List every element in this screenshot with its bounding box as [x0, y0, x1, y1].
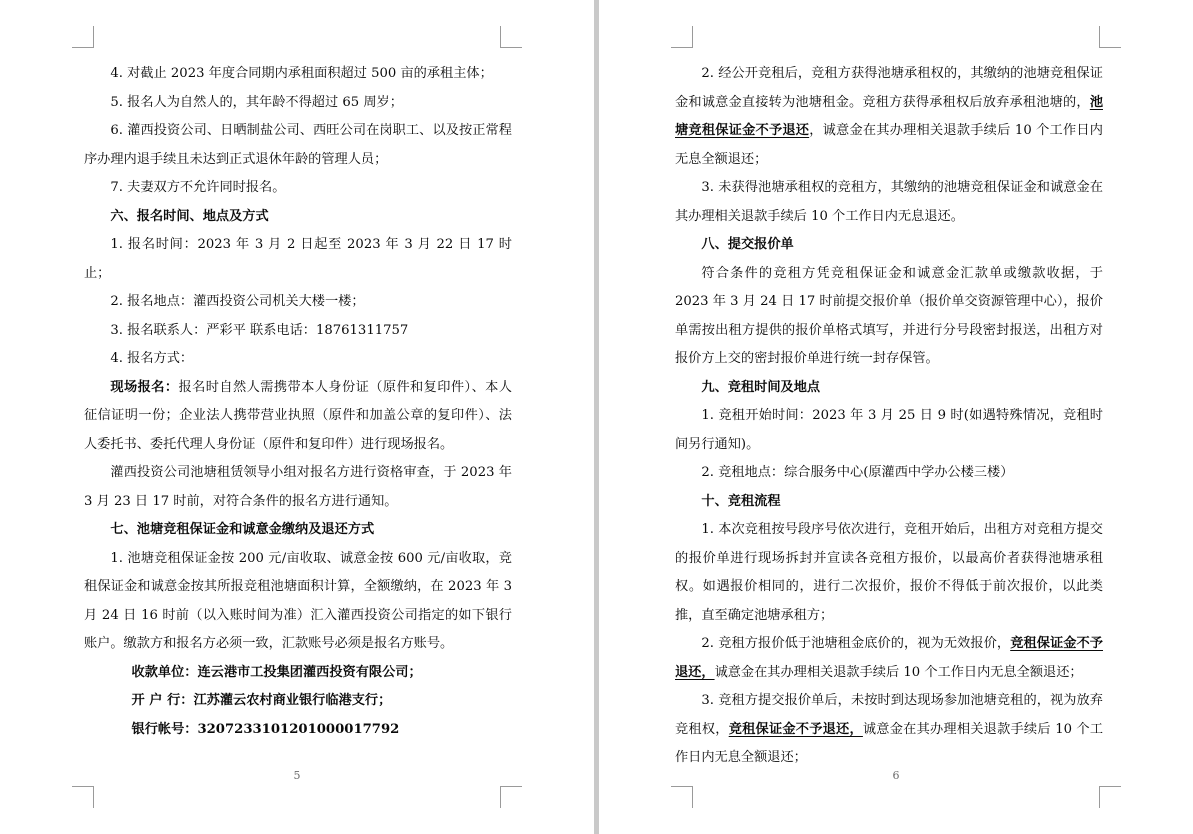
paragraph: 1. 报名时间：2023 年 3 月 2 日起至 2023 年 3 月 22 日 17 时止； [84, 237, 512, 281]
page-number: 6 [892, 769, 900, 782]
paragraph: 3. 未获得池塘承租权的竞租方，其缴纳的池塘竞租保证金和诚意金在其办理相关退款手续后 10 个工作日内无息退还。 [675, 180, 1103, 224]
paragraph: 1. 池塘竞租保证金按 200 元/亩收取、诚意金按 600 元/亩收取，竞租保证金和诚意金按其所报竞租池塘面积计算，全额缴纳，在 2023 年 3 月 24 日 16 时前（以入账时间为准）汇入灌西投资公司指定的如下银行账户。缴款方和报名方必须一致，汇款账号必须是报名方账号。 [84, 550, 512, 651]
paragraph: 3. 报名联系人：严彩平 联系电话：18761311757 [110, 322, 409, 338]
paragraph-part-b: 诚意金在其办理相关退款手续后 10 个工作日内无息全额退还； [714, 664, 1083, 680]
paragraph-part-b: 诚意金在其办理相关退款手续后 10 个工作日内无息全额退还； [675, 721, 1104, 765]
paragraph: 1. 本次竞租按号段序号依次进行，竞租开始后，出租方对竞租方提交的报价单进行现场拆封并宣读各竞租方报价，以最高价者获得池塘承租权。如遇报价相同的，进行二次报价，报价不得低于前次报价，以此类推，直至确定池塘承租方； [675, 522, 1103, 623]
emphasis-deposit-non-refund: 竞租保证金不予退还， [675, 636, 1103, 680]
crop-mark-bottom-right [500, 786, 522, 808]
paragraph-part-b: ，诚意金在其办理相关退款手续后 10 个工作日内无息全额退还； [675, 123, 1103, 167]
section-heading-10: 十、竞租流程 [701, 493, 781, 509]
crop-mark-bottom-right [1099, 786, 1121, 808]
paragraph-deposit-transfer [675, 60, 1103, 174]
document-page-6 [599, 0, 1193, 834]
crop-mark-bottom-left [671, 786, 693, 808]
section-heading-9: 九、竞租时间及地点 [701, 379, 821, 395]
section-heading-7: 七、池塘竞租保证金和诚意金缴纳及退还方式 [110, 522, 375, 537]
section-heading-6: 六、报名时间、地点及方式 [110, 208, 269, 224]
paragraph-invalid-bid [675, 630, 1103, 687]
paragraph-onsite-registration [84, 374, 512, 460]
bank-branch: 开 户 行：江苏灌云农村商业银行临港支行； [131, 693, 392, 708]
paragraph: 1. 竞租开始时间：2023 年 3 月 25 日 9 时(如遇特殊情况，竞租时间另行通知)。 [675, 408, 1103, 452]
page-6-body [675, 60, 1103, 773]
bank-payee: 收款单位：连云港市工投集团灌西投资有限公司； [131, 664, 422, 680]
bank-account: 银行帐号：3207233101201000017792 [131, 721, 400, 737]
paragraph-part-a: 3. 竞租方提交报价单后，未按时到达现场参加池塘竞租的，视为放弃竞租权， [675, 693, 1103, 737]
paragraph-part-a: 2. 经公开竞租后，竞租方获得池塘承租权的，其缴纳的池塘竞租保证金和诚意金直接转为池塘租金。竞租方获得承租权后放弃承租池塘的， [675, 66, 1103, 110]
paragraph-rest: 报名时自然人需携带本人身份证（原件和复印件）、本人征信证明一份；企业法人携带营业执照（原件和加盖公章的复印件）、法人委托书、委托代理人身份证（原件和复印件）进行现场报名。 [84, 379, 512, 452]
paragraph: 符合条件的竞租方凭竞租保证金和诚意金汇款单或缴款收据，于 2023 年 3 月 24 日 17 时前提交报价单（报价单交资源管理中心），报价单需按出租方提供的报价单格式填写，并进行分号段密封报送，出租方对报价方上交的密封报价单进行统一封存保管。 [675, 265, 1103, 366]
document-page-5 [0, 0, 594, 834]
paragraph-absent-bidder [675, 687, 1103, 773]
paragraph: 6. 灌西投资公司、日晒制盐公司、西旺公司在岗职工、以及按正常程序办理内退手续且未达到正式退休年龄的管理人员； [84, 123, 512, 167]
emphasis-deposit-non-refund: 池塘竞租保证金不予退还 [675, 94, 1103, 138]
paragraph: 2. 报名地点：灌西投资公司机关大楼一楼； [110, 294, 365, 309]
crop-mark-bottom-left [72, 786, 94, 808]
paragraph: 7. 夫妻双方不允许同时报名。 [110, 180, 286, 195]
lead-label: 现场报名： [110, 379, 179, 395]
crop-mark-top-left [671, 26, 693, 48]
paragraph-part-a: 2. 竞租方报价低于池塘租金底价的，视为无效报价， [701, 636, 1011, 651]
emphasis-deposit-non-refund: 竞租保证金不予退还， [728, 721, 863, 737]
paragraph: 4. 对截止 2023 年度合同期内承租面积超过 500 亩的承租主体； [110, 66, 493, 81]
page-number: 5 [293, 769, 301, 782]
crop-mark-top-left [72, 26, 94, 48]
crop-mark-top-right [1099, 26, 1121, 48]
page-5-body [84, 60, 512, 744]
paragraph: 5. 报名人为自然人的，其年龄不得超过 65 周岁； [110, 94, 403, 110]
section-heading-8: 八、提交报价单 [701, 237, 794, 252]
paragraph: 2. 竞租地点：综合服务中心(原灌西中学办公楼三楼） [701, 465, 1014, 480]
paragraph: 灌西投资公司池塘租赁领导小组对报名方进行资格审查，于 2023 年 3 月 23 日 17 时前，对符合条件的报名方进行通知。 [84, 465, 512, 509]
paragraph: 4. 报名方式： [110, 351, 194, 366]
crop-mark-top-right [500, 26, 522, 48]
